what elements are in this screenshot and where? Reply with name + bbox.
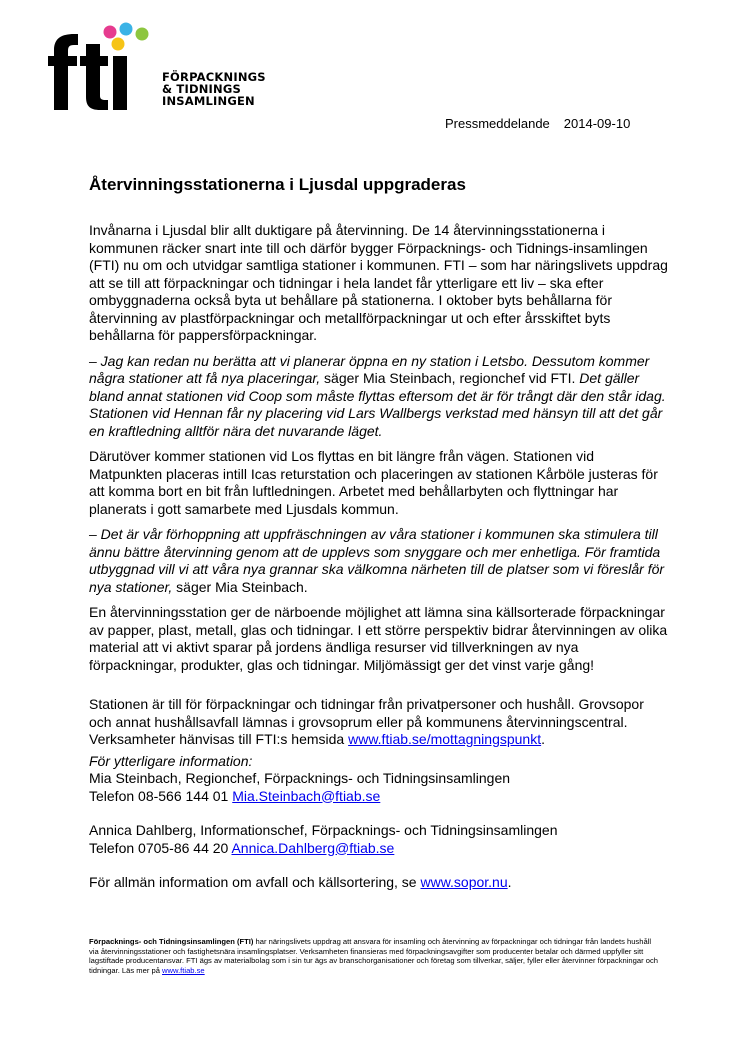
- contact-heading: För ytterligare information:: [89, 752, 253, 769]
- paragraph-info: Stationen är till för förpackningar och tidningar från privatpersoner och hushåll. Grovsopor och annat hushållsavfall lämnas i grovsoprum eller på kommunens återvinningscentral. Verksamheter hänvisas till FTI:s hemsida www.ftiab.se/mottagningspunkt.: [89, 696, 644, 747]
- logo-dot-green: [136, 28, 149, 41]
- footer-ftiab-link[interactable]: www.ftiab.se: [162, 965, 205, 975]
- logo-letter-i: [113, 56, 127, 110]
- page-title: Återvinningsstationerna i Ljusdal uppgraderas: [89, 175, 466, 194]
- logo-line-2: & TIDNINGS: [162, 82, 241, 96]
- document-meta: [445, 116, 630, 131]
- footer-text: har näringslivets uppdrag att ansvara för insamling och återvinning av förpackningar och tidningar från landets hushåll via återvinningsstationer och fastighetsnära insamlingsplatser. Verksamheten finansieras med förpackningsavgifter som producenter betalar och därmed uppfyller sitt lagstiftade producentansvar. FTI ägs av materialbolag som i sin tur ägs av branschorganisationer och företag som tillverkar, säljer, fyller eller återvinner förpackningar och tidningar. Läs mer på: [89, 937, 658, 975]
- footer-boilerplate: [89, 937, 661, 975]
- fti-logo: [48, 22, 288, 122]
- logo-letter-t: [80, 44, 108, 110]
- quote-1-part-2: Det gäller bland annat stationen vid Coop som måste flyttas eftersom det är för trångt där den står idag. Stationen vid Hennan får ny placering vid Lars Wallbergs verkstad med hänsyn till att det går en kraftledning alltför nära det nuvarande läget.: [89, 370, 666, 439]
- general-info: För allmän information om avfall och källsortering, se www.sopor.nu.: [89, 874, 512, 890]
- article-body: [89, 222, 669, 892]
- logo-wordmark: [162, 71, 266, 107]
- paragraph-benefits: En återvinningsstation ger de närboende möjlighet att lämna sina källsorterade förpackningar av papper, plast, metall, glas och tidningar. I ett större perspektiv bidrar återvinningen av olika material att vi aktivt sparar på jordens ändliga resurser vid tillverkningen av nya förpackningar, produkter, glas och tidningar. Miljömässigt ger det vinst varje gång!: [89, 604, 668, 673]
- fti-logo-mark: [48, 22, 160, 114]
- contact-2-phone: Telefon 0705-86 44 20 Annica.Dahlberg@ftiab.se: [89, 839, 395, 856]
- quote-2-attribution: säger Mia Steinbach.: [172, 578, 308, 595]
- logo-letter-f: [48, 34, 78, 110]
- document-type: Pressmeddelande: [445, 116, 550, 131]
- logo-line-1: FÖRPACKNINGS: [162, 70, 266, 84]
- quote-1-part-1: – Jag kan redan nu berätta att vi planerar öppna en ny station i Letsbo. Dessutom kommer några stationer att få nya placeringar,: [89, 352, 650, 386]
- document-date: 2014-09-10: [563, 116, 631, 131]
- logo-dot-blue: [120, 23, 133, 36]
- contact-2-email-link[interactable]: Annica.Dahlberg@ftiab.se: [231, 839, 395, 856]
- footer-org-name: Förpacknings- och Tidningsinsamlingen (FTI): [89, 937, 254, 946]
- logo-line-3: INSAMLINGEN: [162, 94, 255, 108]
- sopor-link[interactable]: www.sopor.nu: [420, 874, 508, 890]
- paragraph-quote-1: [89, 353, 669, 441]
- quote-2-text: – Det är vår förhoppning att uppfräschningen av våra stationer i kommunen ska stimulera till ännu bättre återvinning genom att de upplevs som snyggare och mer enhetliga. För framtida utbyggnad vill vi att våra nya grannar ska välkomna närheten till de platser som vi föreslår för nya stationer,: [89, 526, 665, 595]
- paragraph-relocations: Därutöver kommer stationen vid Los flyttas en bit längre från vägen. Stationen vid Matpunkten placeras intill Icas returstation och placeringen av stationen Kårböle justeras för att komma bort en bit från luftledningen. Arbetet med behållarbyten och flyttningar har planerats i gott samarbete med Ljusdals kommun.: [89, 448, 658, 517]
- logo-dot-pink: [104, 26, 117, 39]
- contact-1-email-link[interactable]: Mia.Steinbach@ftiab.se: [232, 787, 381, 804]
- logo-dot-yellow: [112, 38, 125, 51]
- paragraph-quote-2: [89, 526, 669, 596]
- paragraph-intro: Invånarna i Ljusdal blir allt duktigare på återvinning. De 14 återvinningsstationerna i kommunen räcker snart inte till och därför bygger Förpacknings- och Tidnings-insamlingen (FTI) nu om och utvidgar samtliga stationer i kommunen. FTI – som har näringslivets uppdrag att se till att förpackningar och tidningar i hela landet får ytterligare ett liv – ska efter ombyggnaderna också byta ut behållare på stationerna. I oktober byts behållarna för återvinning av plastförpackningar och metallförpackningar ut och efter årsskiftet byts behållarna för pappersförpackningar.: [89, 222, 668, 343]
- mottagningspunkt-link[interactable]: www.ftiab.se/mottagningspunkt: [348, 731, 542, 747]
- contact-1-name: Mia Steinbach, Regionchef, Förpacknings- och Tidningsinsamlingen: [89, 770, 511, 786]
- contact-2-name: Annica Dahlberg, Informationschef, Förpacknings- och Tidningsinsamlingen: [89, 822, 558, 838]
- contact-1-phone: Telefon 08-566 144 01 Mia.Steinbach@ftiab.se: [89, 787, 381, 804]
- info-text: Stationen är till för förpackningar och tidningar från privatpersoner och hushåll. Grovsopor och annat hushållsavfall lämnas i grovsoprum eller på kommunens återvinningscentral. Verksamheter hänvisas till FTI:s hemsida: [89, 696, 644, 747]
- quote-1-attribution: säger Mia Steinbach, regionchef vid FTI.: [320, 370, 580, 386]
